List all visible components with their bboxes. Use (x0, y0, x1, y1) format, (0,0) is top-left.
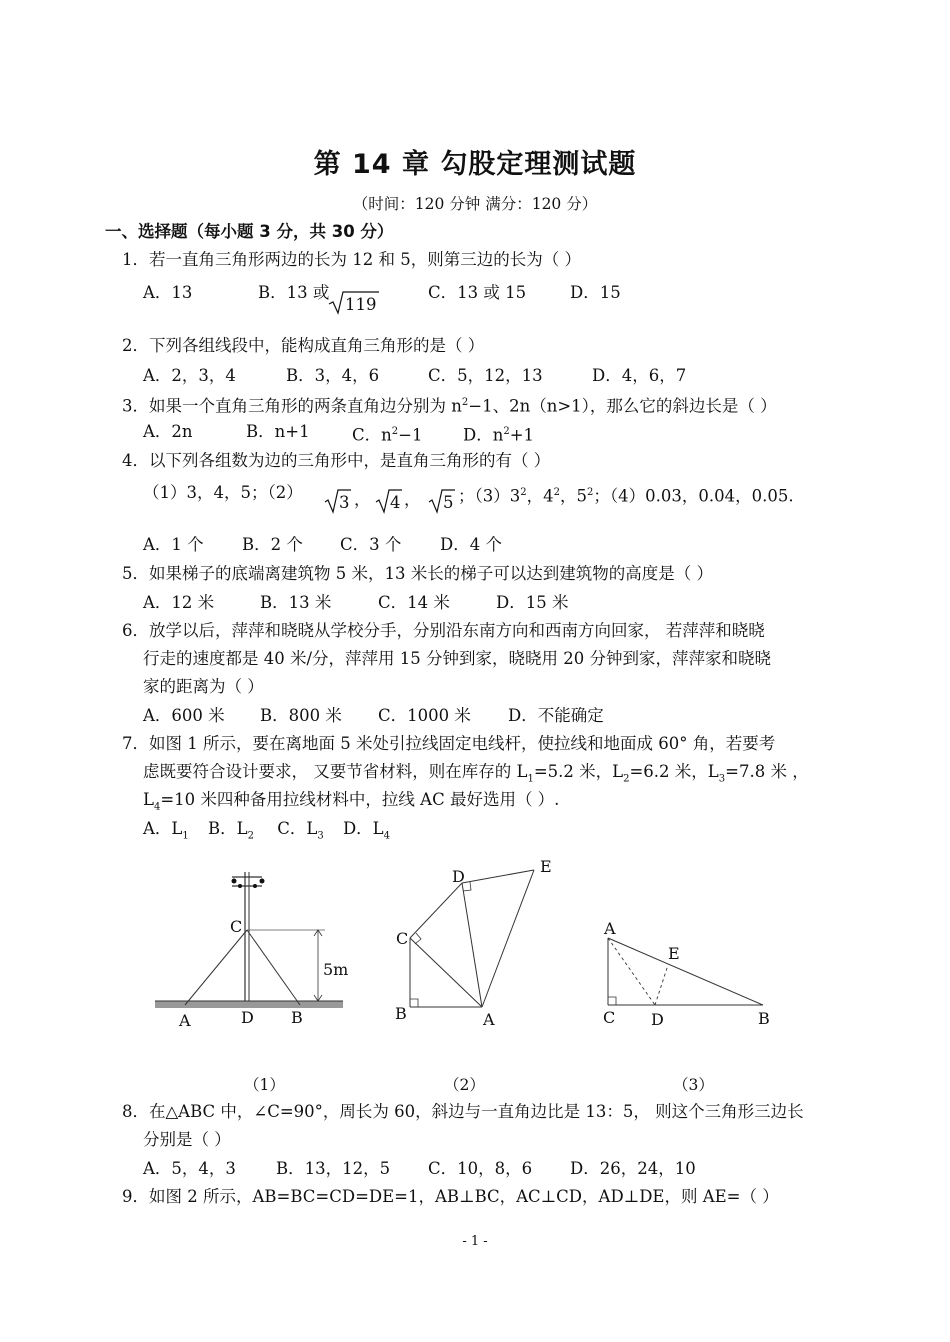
q4-exp-c: 2 (587, 487, 594, 498)
q3-c-pre: C．n (352, 425, 392, 445)
wire-ac (185, 930, 247, 1005)
q2-option-c: C．5，12，13 (428, 366, 543, 385)
q4-g3b: ，4 (526, 486, 554, 506)
q4-g3c: ，5 (560, 486, 587, 506)
q6-option-a: A．600 米 (143, 706, 225, 725)
question-5-stem: 5．如果梯子的底端离建筑物 5 米，13 米长的梯子可以达到建筑物的高度是（ ） (122, 564, 713, 583)
q7-l2-pre: 虑既要符合设计要求， 又要节省材料，则在库存的 L (143, 762, 528, 781)
fig1-label-c: C (230, 917, 243, 936)
fig3-label-c: C (603, 1008, 616, 1027)
question-8-line-2: 分别是（ ） (143, 1130, 231, 1149)
q3-exponent: 2 (461, 397, 469, 408)
figure-3-caption: （3） (673, 1076, 714, 1094)
fig3-label-a: A (604, 919, 616, 938)
q7-l2c: =7.8 米 ， (725, 762, 809, 781)
q3-c-exp: 2 (391, 426, 399, 437)
fig2-label-c: C (396, 929, 409, 948)
q3-option-d (463, 422, 534, 446)
q7-sub-1: 1 (527, 773, 534, 785)
fig2-label-a: A (483, 1010, 495, 1029)
page-title: 第 14 章 勾股定理测试题 (313, 149, 637, 180)
q4-radicand-2: 4 (390, 493, 401, 512)
q7-l3-post: =10 米四种备用拉线材料中，拉线 AC 最好选用（ ）. (160, 790, 560, 809)
q1-option-c: C．13 或 15 (428, 283, 527, 302)
q7-options (143, 819, 390, 846)
q1-option-a: A．13 (143, 283, 193, 302)
q4-exp-a: 2 (520, 487, 527, 498)
q4-g3: ；（3）3 (458, 486, 521, 506)
fig1-label-d: D (241, 1008, 254, 1027)
q4-sqrt4 (375, 487, 403, 520)
question-7-line-1: 7．如图 1 所示，要在离地面 5 米处引拉线固定电线杆，使拉线和地面成 60° 角，若要考 (122, 734, 776, 753)
wire-bc (247, 930, 300, 1005)
question-6-line-2: 行走的速度都是 40 米/分，萍萍用 15 分钟到家，晓晓用 20 分钟到家，萍萍家和晓晓 (143, 649, 772, 668)
q7-l2a: =5.2 米，L (533, 762, 624, 781)
q6-option-c: C．1000 米 (378, 706, 471, 725)
fig1-label-b: B (291, 1008, 303, 1027)
q4-sqrt5 (428, 487, 456, 520)
figure-3 (603, 919, 770, 1029)
q4-option-a: A．1 个 (143, 535, 204, 554)
figures-area (0, 850, 950, 1050)
fig1-height-label: 5m (323, 960, 349, 979)
figure-1 (155, 872, 348, 1030)
q4-radicand-3: 5 (443, 493, 454, 512)
q4-sqrt3 (324, 487, 352, 520)
figure-2 (395, 857, 552, 1029)
q3-option-c (352, 422, 422, 446)
q2-option-d: D．4，6，7 (592, 366, 687, 385)
q7-d-sub: 4 (383, 830, 390, 842)
fig3-label-e: E (668, 944, 680, 963)
question-6-line-3: 家的距离为（ ） (143, 677, 264, 696)
q3-stem-post: −1、2n（n>1），那么它的斜边长是（ ） (468, 396, 777, 416)
fig1-label-a: A (179, 1011, 191, 1030)
q4-comma: ， (404, 490, 421, 509)
q2-option-b: B．3，4，6 (286, 366, 380, 385)
q5-option-c: C．14 米 (378, 593, 450, 612)
q7-option-d: D．L (342, 819, 384, 838)
figure-1-caption: （1） (244, 1076, 285, 1094)
fig2-label-b: B (395, 1004, 407, 1023)
q7-option-b: B．L (208, 819, 248, 838)
q2-option-a: A．2，3，4 (143, 366, 236, 385)
q4-exp-b: 2 (553, 487, 560, 498)
section-heading: 一、选择题（每小题 3 分，共 30 分） (105, 222, 394, 241)
fig2-label-e: E (540, 857, 552, 876)
q4-g3d: ；（4）0.03，0.04，0.05. (593, 486, 794, 506)
q7-l2b: =6.2 米，L (629, 762, 719, 781)
fig3-label-b: B (758, 1009, 770, 1028)
q4-comma: ， (354, 490, 371, 509)
q4-option-c: C．3 个 (340, 535, 402, 554)
q8-option-b: B．13，12，5 (276, 1159, 391, 1178)
q1-radicand: 119 (345, 295, 377, 314)
q5-option-b: B．13 米 (260, 593, 332, 612)
ground-strip (155, 1001, 343, 1008)
q7-sub-3: 3 (718, 773, 726, 785)
figure-2-caption: （2） (444, 1076, 485, 1094)
q3-option-a: A．2n (143, 422, 193, 441)
q4-radicand-1: 3 (339, 493, 350, 512)
q7-c-sub: 3 (317, 830, 324, 842)
q4-group-3-4 (458, 483, 794, 507)
q1-option-b-text: B．13 或 (258, 283, 330, 302)
question-4-stem: 4．以下列各组数为边的三角形中，是直角三角形的有（ ） (122, 451, 551, 470)
q3-option-b: B．n+1 (246, 422, 310, 441)
question-1-stem: 1．若一直角三角形两边的长为 12 和 5，则第三边的长为（ ） (122, 250, 581, 269)
question-6-line-1: 6．放学以后，萍萍和晓晓从学校分手，分别沿东南方向和西南方向回家， 若萍萍和晓晓 (122, 621, 765, 640)
q6-option-b: B．800 米 (260, 706, 342, 725)
q3-d-exp: 2 (503, 426, 510, 437)
q3-c-post: −1 (398, 425, 423, 445)
q3-stem-pre: 3．如果一个直角三角形的两条直角边分别为 n (122, 396, 462, 416)
q7-option-c: C．L (277, 819, 318, 838)
q1-option-b (258, 283, 329, 303)
q1-sqrt (328, 290, 380, 321)
q5-option-a: A．12 米 (143, 593, 215, 612)
q7-a-sub: 1 (182, 830, 189, 842)
q4-option-b: B．2 个 (242, 535, 303, 554)
fig2-label-d: D (452, 867, 465, 886)
question-9-stem: 9．如图 2 所示，AB=BC=CD=DE=1，AB⊥BC，AC⊥CD，AD⊥DE，则 AE=（ ） (122, 1187, 779, 1206)
q8-option-a: A．5，4，3 (143, 1159, 236, 1178)
fig3-label-d: D (651, 1010, 664, 1029)
question-8-line-1: 8．在△ABC 中，∠C=90°，周长为 60，斜边与一直角边比是 13：5， 则这个三角形三边长 (122, 1102, 804, 1121)
q3-d-pre: D．n (463, 425, 504, 445)
page-number: - 1 - (462, 1234, 488, 1249)
q7-b-sub: 2 (247, 830, 254, 842)
q4-option-d: D．4 个 (440, 535, 502, 554)
q6-option-d: D．不能确定 (508, 706, 604, 725)
q4-group-1-2: （1）3，4，5；（2） (143, 483, 303, 502)
q7-l3-pre: L (143, 790, 154, 809)
question-3-stem (122, 393, 777, 417)
question-7-line-3 (143, 790, 559, 817)
exam-info: （时间：120 分钟 满分：120 分） (352, 195, 598, 213)
q8-option-c: C．10，8，6 (428, 1159, 533, 1178)
q7-sub-2: 2 (623, 773, 630, 785)
question-7-line-2 (143, 762, 809, 789)
q1-option-d: D．15 (570, 283, 621, 302)
q7-sub-4: 4 (153, 801, 161, 813)
q7-option-a: A．L (143, 819, 183, 838)
q8-option-d: D．26，24，10 (570, 1159, 696, 1178)
q3-d-post: +1 (509, 425, 535, 445)
question-2-stem: 2．下列各组线段中，能构成直角三角形的是（ ） (122, 336, 485, 355)
q5-option-d: D．15 米 (496, 593, 569, 612)
